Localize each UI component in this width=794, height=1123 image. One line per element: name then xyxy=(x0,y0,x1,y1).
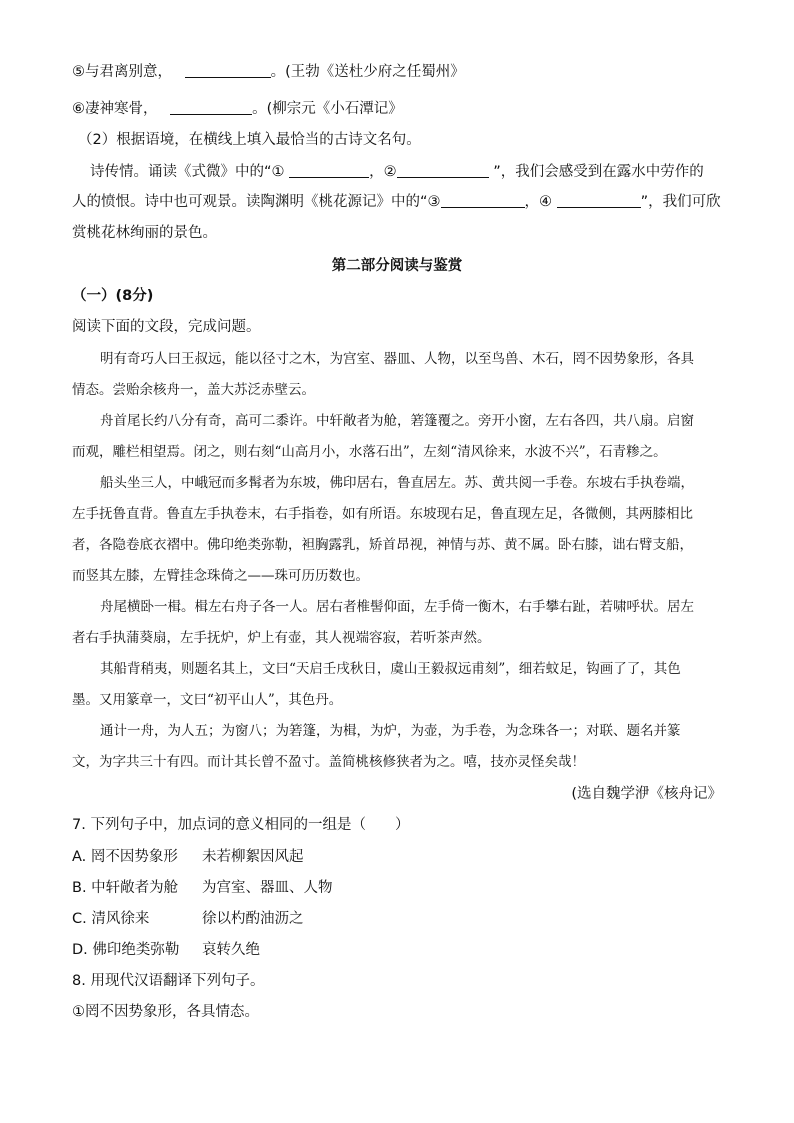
option-text: 哀转久绝 xyxy=(202,942,260,958)
reading-instruction: 阅读下面的文段，完成问题。 xyxy=(72,319,261,335)
q2-text: ”，我们会感受到在露水中劳作的 xyxy=(493,164,704,180)
recite-item-5 xyxy=(72,62,465,82)
q8-item-1: ①罔不因势象形，各具情态。 xyxy=(72,1004,259,1020)
subsection-title: （一）(8分) xyxy=(72,288,154,304)
option-text: 徐以杓酌油沥之 xyxy=(202,911,304,927)
answer-blank-3[interactable] xyxy=(441,192,525,208)
passage-line: 者，各隐卷底衣褶中。佛印绝类弥勒，袒胸露乳，矫首昂视，神情与苏、黄不属。卧右膝，诎右臂支船， xyxy=(72,537,693,553)
passage-line: 而观，雕栏相望焉。闭之，则右刻“山高月小，水落石出”，左刻“清风徐来，水波不兴”，石青糁之。 xyxy=(72,444,667,460)
answer-blank-4[interactable] xyxy=(557,192,641,208)
passage-line: 文，为字共三十有四。而计其长曾不盈寸。盖简桃核修狭者为之。嘻，技亦灵怪矣哉！ xyxy=(72,754,585,770)
option-label: A. xyxy=(72,849,87,865)
answer-blank[interactable] xyxy=(185,62,271,78)
q2-paragraph-line1 xyxy=(90,162,704,182)
q7-stem: 7. 下列句子中，加点词的意义相同的一组是（ ） xyxy=(72,817,410,833)
option-text: 清风徐来 xyxy=(91,911,150,927)
q2-prompt: （2）根据语境，在横线上填入最恰当的古诗文名句。 xyxy=(78,132,421,148)
passage-line: 明有奇巧人曰王叔远，能以径寸之木，为宫室、器皿、人物，以至鸟兽、木石，罔不因势象形，各具 xyxy=(100,351,694,367)
q2-paragraph-line2 xyxy=(72,192,721,212)
q7-option-d[interactable] xyxy=(72,940,260,960)
answer-blank-1[interactable] xyxy=(289,162,369,178)
passage-line: 者右手执蒲葵扇，左手抚炉，炉上有壶，其人视端容寂，若听茶声然。 xyxy=(72,630,491,646)
answer-blank[interactable] xyxy=(170,99,252,115)
passage-line: 其船背稍夷，则题名其上，文曰“天启壬戌秋日，虞山王毅叔远甫刻”，细若蚊足，钩画了了，其色 xyxy=(100,661,681,677)
recite-item-6-prefix: ⑥凄神寒骨， xyxy=(72,101,158,117)
option-label: B. xyxy=(72,880,87,896)
option-text: 中轩敞者为舱 xyxy=(91,880,179,896)
passage-line: 舟首尾长约八分有奇，高可二黍许。中轩敞者为舱，箬篷覆之。旁开小窗，左右各四，共八扇。启窗 xyxy=(100,413,694,429)
option-text: 佛印绝类弥勒 xyxy=(92,942,180,958)
option-label: D. xyxy=(72,942,88,958)
section-title: 第二部分阅读与鉴赏 xyxy=(331,258,463,274)
q8-stem: 8. 用现代汉语翻译下列句子。 xyxy=(72,973,265,989)
recite-item-6 xyxy=(72,99,403,119)
passage-line: 船头坐三人，中峨冠而多髯者为东坡，佛印居右，鲁直居左。苏、黄共阅一手卷。东坡右手执卷端， xyxy=(100,475,694,491)
option-text: 为宫室、器皿、人物 xyxy=(202,880,333,896)
q2-text: ，② xyxy=(369,164,397,180)
passage-line: 而竖其左膝，左臂挂念珠倚之——珠可历历数也。 xyxy=(72,568,369,584)
recite-item-6-source: 。(柳宗元《小石潭记》 xyxy=(252,101,403,117)
q2-text: 人的愤恨。诗中也可观景。读陶渊明《桃花源记》中的“③ xyxy=(72,194,441,210)
option-text: 未若柳絮因风起 xyxy=(202,849,304,865)
q2-paragraph-line3: 赏桃花林绚丽的景色。 xyxy=(72,225,217,241)
passage-line: 通计一舟，为人五；为窗八；为箬篷，为楫，为炉，为壶，为手卷，为念珠各一；对联、题名并篆 xyxy=(100,723,681,739)
option-text: 罔不因势象形 xyxy=(90,849,178,865)
q2-text: ”，我们可欣 xyxy=(640,194,721,210)
passage-line: 舟尾横卧一楫。楫左右舟子各一人。居右者椎髻仰面，左手倚一衡木，右手攀右趾，若啸呼状。居左 xyxy=(100,599,694,615)
q2-text: 诗传情。诵读《式微》中的“① xyxy=(90,164,285,180)
q7-option-c[interactable] xyxy=(72,909,304,929)
passage-line: 情态。尝贻余核舟一，盖大苏泛赤壁云。 xyxy=(72,382,315,398)
q2-text: ，④ xyxy=(524,194,553,210)
option-label: C. xyxy=(72,911,87,927)
recite-item-5-source: 。(王勃《送杜少府之任蜀州》 xyxy=(270,64,465,80)
q7-option-b[interactable] xyxy=(72,878,333,898)
q7-option-a[interactable] xyxy=(72,847,304,867)
passage-line: 左手抚鲁直背。鲁直左手执卷末，右手指卷，如有所语。东坡现右足，鲁直现左足，各微侧，其两膝相比 xyxy=(72,506,693,522)
answer-blank-2[interactable] xyxy=(397,162,489,178)
recite-item-5-prefix: ⑤与君离别意， xyxy=(72,64,172,80)
passage-line: 墨。又用篆章一，文曰“初平山人”，其色丹。 xyxy=(72,692,343,708)
passage-source: (选自魏学洢《核舟记》 xyxy=(571,786,722,802)
